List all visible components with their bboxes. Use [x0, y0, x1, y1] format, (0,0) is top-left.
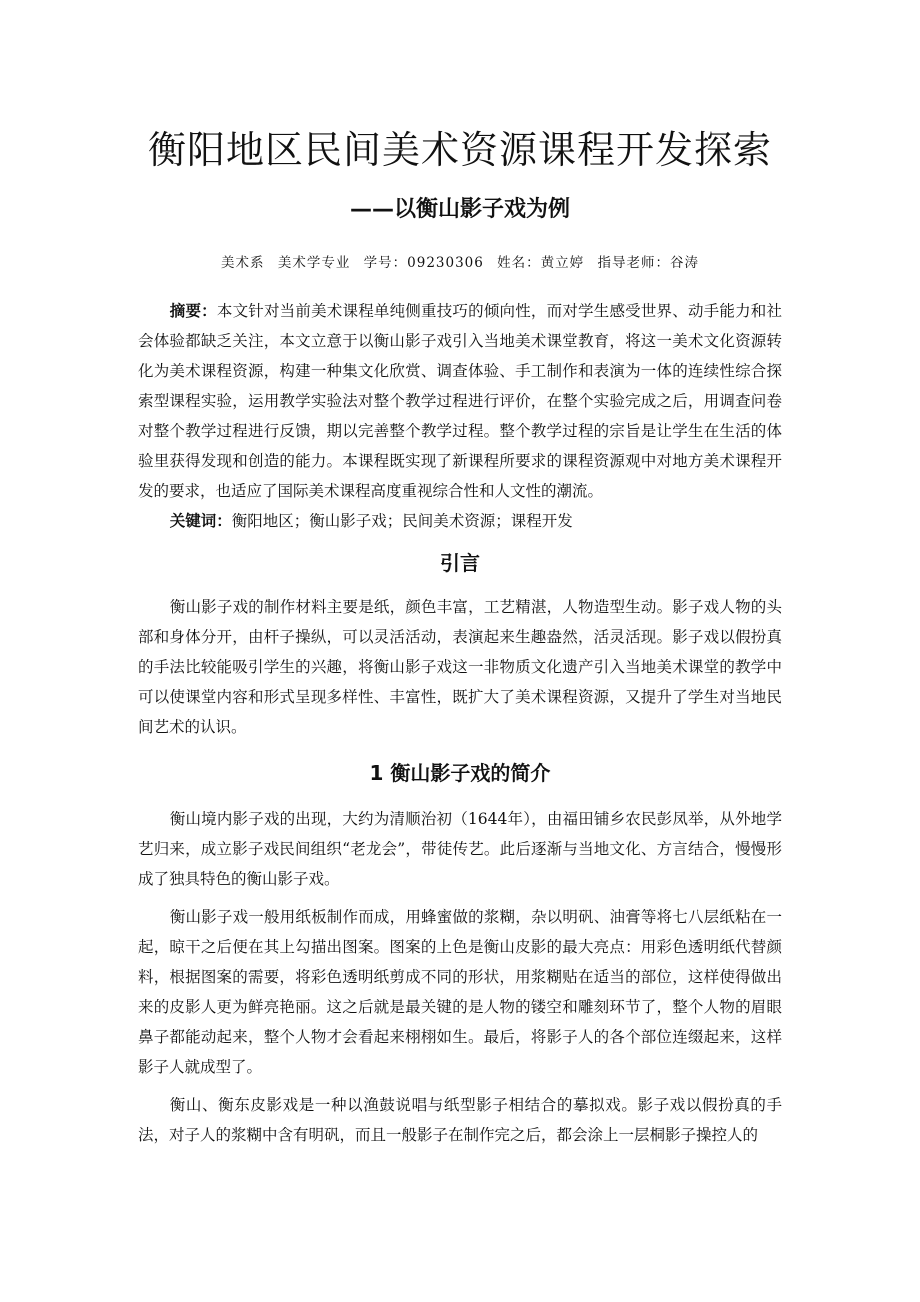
abstract-label: 摘要：	[169, 302, 217, 320]
paragraph-gap	[138, 1082, 782, 1090]
paragraph-gap	[138, 894, 782, 902]
abstract-paragraph	[138, 296, 782, 506]
paper-title: 衡阳地区民间美术资源课程开发探索	[147, 128, 772, 172]
keywords-label: 关键词：	[169, 512, 232, 530]
paper-subtitle: ——以衡山影子戏为例	[349, 197, 570, 222]
keywords-paragraph	[138, 506, 782, 536]
author-name: 姓名：黄立婷	[497, 255, 585, 271]
document-page	[138, 118, 782, 1150]
author-student-id: 学号：09230306	[363, 255, 484, 271]
abstract-text: 本文针对当前美术课程单纯侧重技巧的倾向性，而对学生感受世界、动手能力和社会体验都缺乏关注，本文立意于以衡山影子戏引入当地美术课堂教育，将这一美术文化资源转化为美术课程资源，构建一种集文化欣赏、调查体验、手工制作和表演为一体的连续性综合探索型课程实验，运用教学实验法对整个教学过程进行评价，在整个实验完成之后，用调查问卷对整个教学过程进行反馈，期以完善整个教学过程。整个教学过程的宗旨是让学生在生活的体验里获得发现和创造的能力。本课程既实现了新课程所要求的课程资源观中对地方美术课程开发的要求，也适应了国际美术课程高度重视综合性和人文性的潮流。	[138, 302, 782, 500]
section-heading-1: 1 衡山影子戏的简介	[369, 761, 551, 785]
intro-paragraph: 衡山影子戏的制作材料主要是纸，颜色丰富，工艺精湛，人物造型生动。影子戏人物的头部和身体分开，由杆子操纵，可以灵活活动，表演起来生趣盎然，活灵活现。影子戏以假扮真的手法比较能吸引学生的兴趣，将衡山影子戏这一非物质文化遗产引入当地美术课堂的教学中可以使课堂内容和形式呈现多样性、丰富性，既扩大了美术课程资源，又提升了学生对当地民间艺术的认识。	[138, 598, 782, 736]
section1-paragraph-3: 衡山、衡东皮影戏是一种以渔鼓说唱与纸型影子相结合的摹拟戏。影子戏以假扮真的手法，对子人的浆糊中含有明矾，而且一般影子在制作完之后，都会涂上一层桐影子操控人的	[138, 1096, 782, 1144]
section-heading-intro: 引言	[440, 551, 480, 575]
section1-paragraph-2: 衡山影子戏一般用纸板制作而成，用蜂蜜做的浆糊，杂以明矾、油膏等将七八层纸粘在一起，晾干之后便在其上勾描出图案。图案的上色是衡山皮影的最大亮点：用彩色透明纸代替颜料，根据图案的需要，将彩色透明纸剪成不同的形状，用浆糊贴在适当的部位，这样使得做出来的皮影人更为鲜亮艳丽。这之后就是最关键的是人物的镂空和雕刻环节了，整个人物的眉眼鼻子都能动起来，整个人物才会看起来栩栩如生。最后，将影子人的各个部位连缀起来，这样影子人就成型了。	[138, 908, 782, 1076]
author-advisor: 指导老师：谷涛	[597, 255, 699, 271]
keywords-text: 衡阳地区；衡山影子戏；民间美术资源；课程开发	[231, 512, 573, 530]
author-department: 美术系	[221, 255, 265, 271]
section1-paragraph-1: 衡山境内影子戏的出现，大约为清顺治初（1644年），由福田铺乡农民彭凤举，从外地学艺归来，成立影子戏民间组织“老龙会”，带徒传艺。此后逐渐与当地文化、方言结合，慢慢形成了独具特色的衡山影子戏。	[138, 810, 782, 888]
author-info-line	[138, 250, 782, 276]
author-major: 美术学专业	[277, 255, 351, 271]
